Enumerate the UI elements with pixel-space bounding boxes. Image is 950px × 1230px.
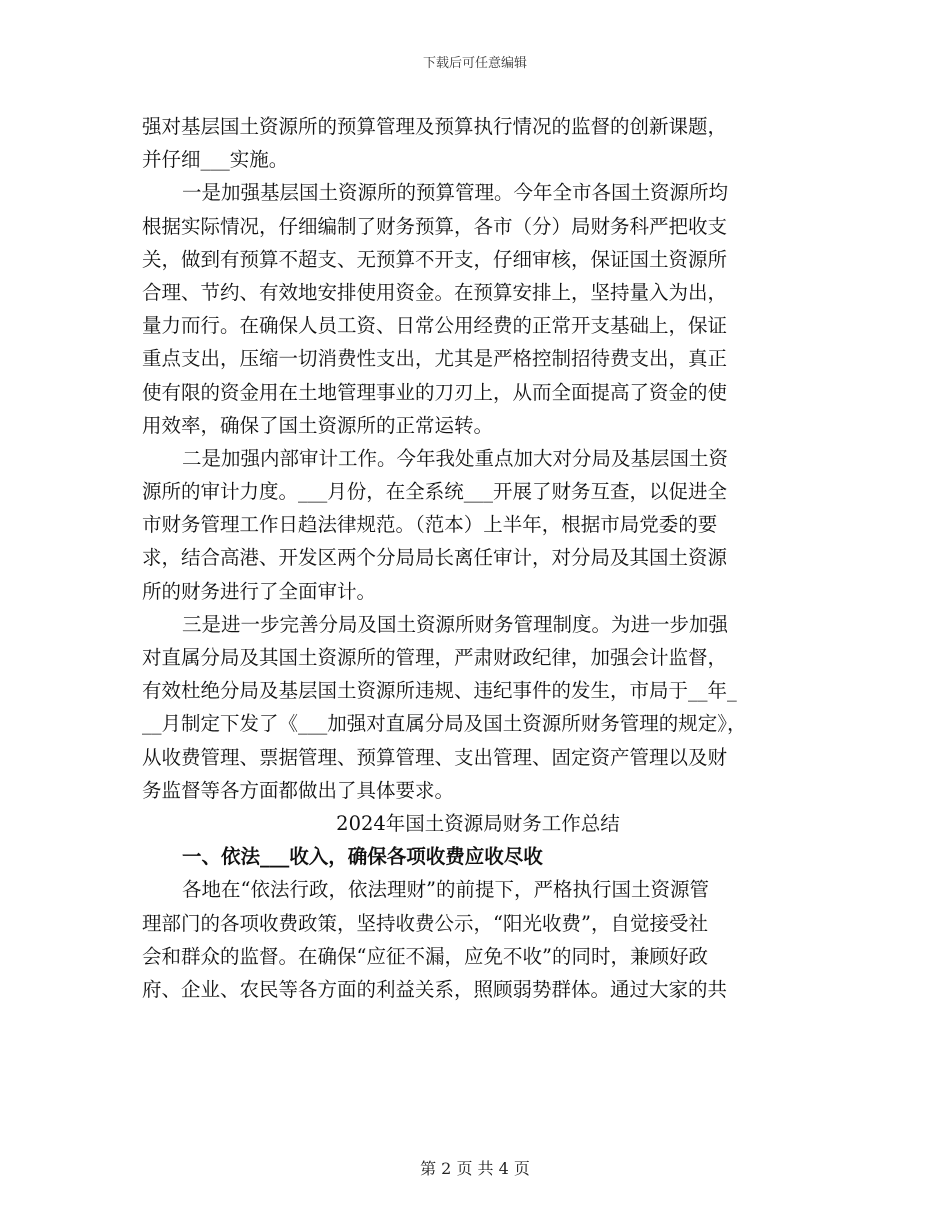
text-line: 各地在“依法行政，依法理财”的前提下，严格执行国土资源管	[182, 878, 709, 902]
text-line: 根据实际情况，仔细编制了财务预算，各市（分）局财务科严把收支	[142, 214, 728, 238]
text-line: 市财务管理工作日趋法律规范。（范本）上半年，根据市局党委的要	[142, 513, 718, 537]
page-header: 下载后可任意编辑	[422, 56, 527, 71]
text-line: 对直属分局及其国土资源所的管理，严肃财政纪律，加强会计监督，	[142, 646, 728, 669]
text-line: 二是加强内部审计工作。今年我处重点加大对分局及基层国土资	[182, 446, 729, 470]
text-line: 源所的审计力度。___月份，在全系统___开展了财务互查，以促进全	[142, 480, 728, 504]
body-text	[142, 110, 814, 1006]
text-line: 从收费管理、票据管理、预算管理、支出管理、固定资产管理以及财	[142, 745, 728, 769]
text-line: 并仔细___实施。	[142, 148, 289, 172]
text-line: 关，做到有预算不超支、无预算不开支，仔细审核，保证国土资源所	[142, 247, 728, 271]
text-line: 一、依法___收入，确保各项收费应收尽收	[182, 845, 543, 869]
text-line: 重点支出，压缩一切消费性支出，尤其是严格控制招待费支出，真正	[142, 347, 728, 371]
text-line: 府、企业、农民等各方面的利益关系，照顾弱势群体。通过大家的共	[142, 977, 728, 1001]
text-line: 使有限的资金用在土地管理事业的刀刃上，从而全面提高了资金的使	[142, 380, 728, 404]
text-line: 一是加强基层国土资源所的预算管理。今年全市各国土资源所均	[182, 181, 729, 205]
page-footer: 第 2 页 共 4 页	[420, 1159, 530, 1178]
text-line: 强对基层国土资源所的预算管理及预算执行情况的监督的创新课题，	[142, 115, 728, 138]
text-line: 量力而行。在确保人员工资、日常公用经费的正常开支基础上，保证	[142, 314, 728, 338]
text-line: __月制定下发了《___加强对直属分局及国土资源所财务管理的规定》，	[142, 712, 747, 736]
text-line: 合理、节约、有效地安排使用资金。在预算安排上，坚持量入为出，	[142, 280, 728, 304]
text-line: 所的财务进行了全面审计。	[142, 579, 377, 603]
text-line: 求，结合高港、开发区两个分局局长离任审计，对分局及其国土资源	[142, 546, 728, 570]
text-line: 务监督等各方面都做出了具体要求。	[142, 778, 455, 802]
text-line: 理部门的各项收费政策，坚持收费公示，“阳光收费”，自觉接受社	[142, 911, 708, 935]
text-line: 会和群众的监督。在确保“应征不漏，应免不收”的同时，兼顾好政	[142, 944, 708, 968]
text-line: 2024年国土资源局财务工作总结	[336, 811, 620, 835]
text-line: 三是进一步完善分局及国土资源所财务管理制度。为进一步加强	[182, 612, 729, 636]
text-line: 用效率，确保了国土资源所的正常运转。	[142, 413, 494, 437]
text-line: 有效杜绝分局及基层国土资源所违规、违纪事件的发生，市局于__年_	[142, 679, 737, 703]
